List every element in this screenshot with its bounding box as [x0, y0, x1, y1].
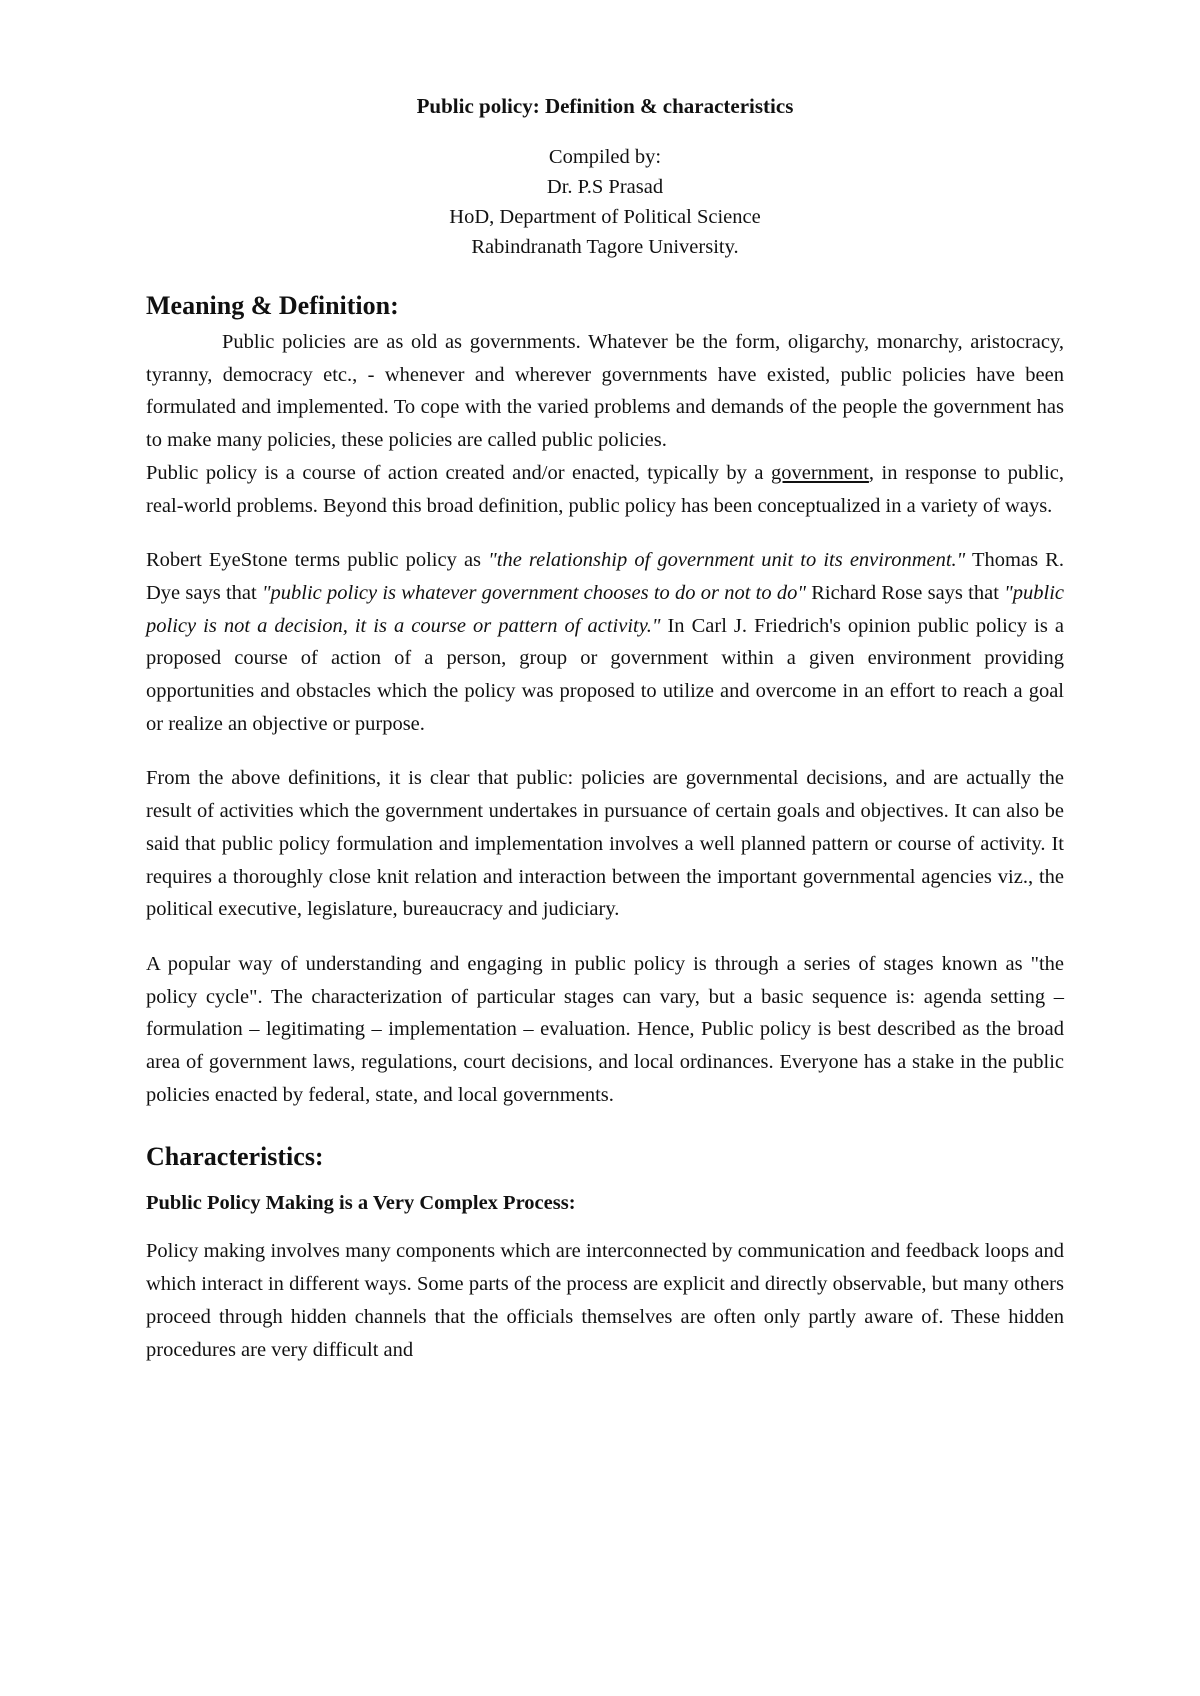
- quote-eyestone: "the relationship of government unit to its environment.": [488, 549, 966, 572]
- document-content: [146, 92, 1064, 1366]
- text-segment: Robert EyeStone terms public policy as: [146, 549, 489, 572]
- paragraph-policy-making-components: Policy making involves many components which are interconnected by communication and feedback loops and which interact in different ways. Some parts of the process are explicit and directly observable, but many others proceed through hidden channels that the officials themselves are often only partly aware of. These hidden procedures are very difficult and: [146, 1240, 1064, 1361]
- subheading-complex-process: Public Policy Making is a Very Complex Process:: [146, 1192, 576, 1215]
- heading-meaning-definition: Meaning & Definition:: [146, 291, 399, 320]
- text-segment: Richard Rose says that: [805, 581, 1005, 604]
- author-byline: [146, 142, 1064, 262]
- byline-compiled-by: Compiled by:: [548, 146, 662, 168]
- paragraph-policy-cycle: A popular way of understanding and engaging in public policy is through a series of stages known as "the policy cycle". The characterization of particular stages can vary, but a basic sequence is: agenda setting – formulation – legitimating – implementation – evaluation. Hence, Public policy is best described as the broad area of government laws, regulations, court decisions, and local ordinances. Everyone has a stake in the public policies enacted by federal, state, and local governments.: [146, 952, 1064, 1106]
- quote-rose: "public policy is not a decision, it is a course or pattern of activity.": [146, 581, 1064, 637]
- text-segment: Thomas R. Dye says that: [146, 549, 1064, 604]
- paragraph-definitions-quotes: [146, 544, 1064, 740]
- text-segment: , in response to public, real-world problems. Beyond this broad definition, public policy has been conceptualized in a variety of ways.: [146, 461, 1064, 517]
- paragraph-public-policies-old: Public policies are as old as governments. Whatever be the form, oligarchy, monarchy, aristocracy, tyranny, democracy etc., - whenever and wherever governments have existed, public policies have been formulated and implemented. To cope with the varied problems and demands of the people the government has to make many policies, these policies are called public policies.: [146, 331, 1064, 452]
- paragraph-governmental-decisions: From the above definitions, it is clear that public: policies are governmental decisions, and are actually the result of activities which the government undertakes in pursuance of certain goals and objectives. It can also be said that public policy formulation and implementation involves a well planned pattern or course of activity. It requires a thoroughly close knit relation and interaction between the important governmental agencies viz., the political executive, legislature, bureaucracy and judiciary.: [146, 767, 1064, 921]
- paragraph-course-of-action: [146, 457, 1064, 522]
- text-segment: In Carl J. Friedrich's opinion public policy is a proposed course of action of a person, group or government within a given environment providing opportunities and obstacles which the policy was proposed to utilize and overcome in an effort to reach a goal or realize an objective or purpose.: [146, 614, 1064, 735]
- byline-university: Rabindranath Tagore University.: [471, 236, 739, 258]
- government-link[interactable]: government: [771, 461, 869, 484]
- byline-department: HoD, Department of Political Science: [449, 206, 761, 228]
- heading-characteristics: Characteristics:: [146, 1142, 324, 1172]
- byline-author-name: Dr. P.S Prasad: [546, 176, 664, 198]
- text-segment: Public policy is a course of action created and/or enacted, typically by a: [146, 461, 771, 484]
- document-title: Public policy: Definition & characteristics: [416, 94, 794, 118]
- quote-dye: "public policy is whatever government chooses to do or not to do": [261, 581, 806, 604]
